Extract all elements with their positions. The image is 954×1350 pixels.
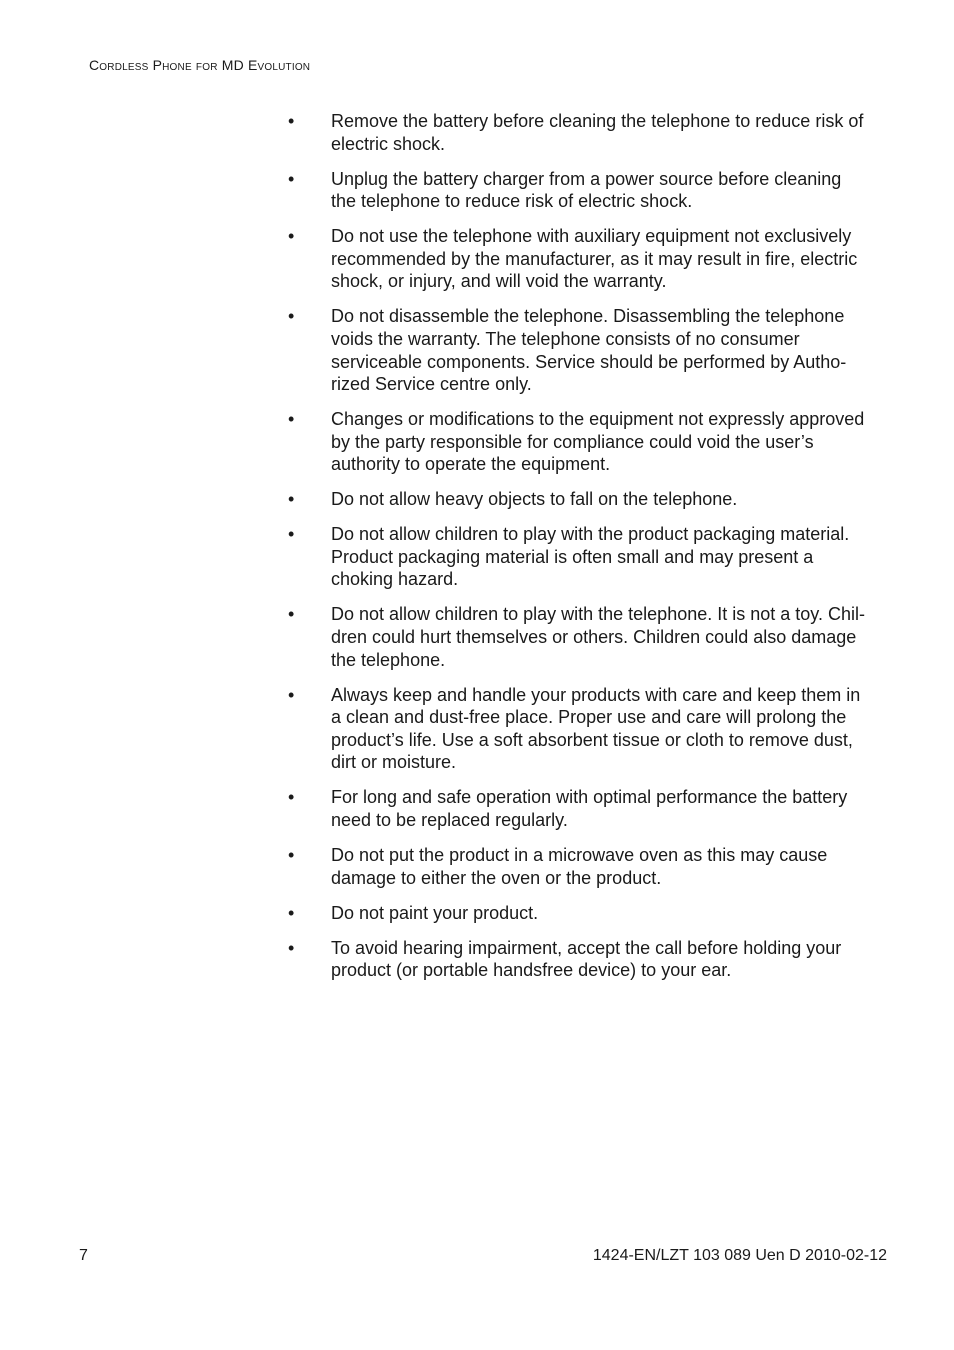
list-item — [288, 937, 900, 982]
list-item — [288, 684, 900, 774]
list-item-text: Remove the battery before cleaning the telephone to reduce risk of electric shock. — [331, 111, 864, 154]
list-item — [288, 408, 900, 476]
list-item — [288, 225, 900, 293]
bullet-icon: • — [288, 844, 295, 865]
list-item-text: Do not allow children to play with the telephone. It is not a toy. Chil- dren could hurt themselves or others. Children could also damage the telephone. — [331, 604, 865, 670]
list-item — [288, 305, 900, 395]
list-item-text: Unplug the battery charger from a power source before cleaning the telephone to reduce risk of electric shock. — [331, 168, 842, 212]
list-item-text: To avoid hearing impairment, accept the call before holding your product (or portable handsfree device) to your ear. — [331, 937, 842, 981]
bullet-icon: • — [288, 902, 295, 923]
bullet-icon: • — [288, 787, 295, 808]
running-header: Cordless Phone for MD Evolution — [89, 57, 311, 73]
list-item-text: Do not put the product in a microwave oven as this may cause damage to either the oven or the product. — [331, 844, 828, 888]
list-item — [288, 603, 900, 671]
list-item — [288, 844, 900, 889]
list-item-text: Always keep and handle your products with care and keep them in a clean and dust-free place. Proper use and care will prolong the product’s life. Use a soft absorbent tissue or cloth to remove dust, dirt or moisture. — [331, 684, 861, 773]
bullet-icon: • — [288, 937, 295, 958]
bullet-icon: • — [288, 684, 295, 705]
bullet-icon: • — [288, 168, 295, 189]
bullet-icon: • — [288, 489, 295, 510]
list-item — [288, 523, 900, 591]
document-id: 1424-EN/LZT 103 089 Uen D 2010-02-12 — [592, 1247, 887, 1264]
list-item-text: Changes or modifications to the equipment not expressly approved by the party responsible for compliance could void the user’s authority to operate the equipment. — [331, 409, 865, 475]
list-item — [288, 786, 900, 831]
list-item-text: Do not disassemble the telephone. Disassembling the telephone voids the warranty. The telephone consists of no consumer serviceable components. Service should be performed by Autho- rized Service centre only. — [331, 306, 847, 395]
bullet-icon: • — [288, 524, 295, 545]
bullet-icon: • — [288, 306, 295, 327]
list-item — [288, 902, 900, 925]
list-item-text: Do not use the telephone with auxiliary equipment not exclusively recommended by the manufacturer, as it may result in fire, electric shock, or injury, and will void the warranty. — [331, 226, 858, 292]
list-item-text: Do not allow children to play with the product packaging material. Product packaging material is often small and may present a choking hazard. — [331, 524, 850, 590]
bullet-icon: • — [288, 111, 295, 131]
safety-instructions-list — [288, 110, 900, 994]
page-number: 7 — [79, 1247, 88, 1264]
list-item-text: For long and safe operation with optimal performance the battery need to be replaced regularly. — [331, 787, 848, 830]
bullet-icon: • — [288, 604, 295, 625]
list-item — [288, 110, 900, 155]
list-item — [288, 168, 900, 213]
bullet-icon: • — [288, 226, 295, 247]
list-item-text: Do not paint your product. — [331, 902, 539, 923]
list-item — [288, 488, 900, 511]
bullet-icon: • — [288, 409, 295, 430]
list-item-text: Do not allow heavy objects to fall on the telephone. — [331, 489, 738, 510]
